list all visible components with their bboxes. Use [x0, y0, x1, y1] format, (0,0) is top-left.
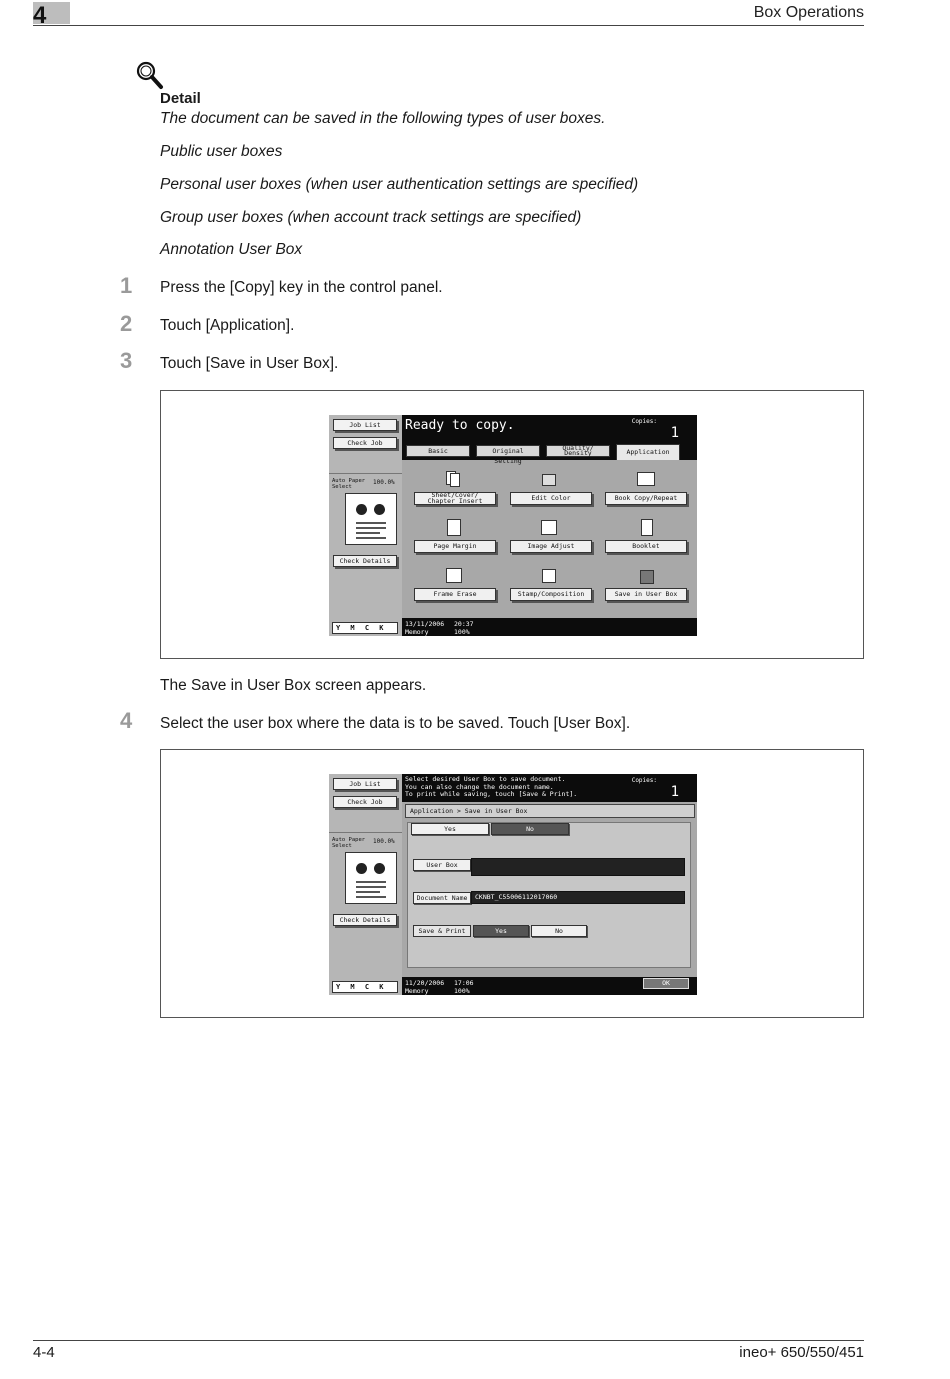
job-list-button[interactable]: Job List [333, 778, 397, 790]
ok-button[interactable]: OK [643, 978, 689, 989]
step-number: 4 [120, 708, 133, 733]
check-job-button[interactable]: Check Job [333, 437, 397, 449]
detail-line: Annotation User Box [160, 241, 303, 258]
status-bar [402, 774, 697, 802]
header-rule [33, 25, 864, 26]
user-box-field[interactable] [471, 858, 685, 876]
yes-button[interactable]: Yes [411, 823, 489, 835]
copies-label: Copies: [631, 777, 657, 784]
step-text: Press the [Copy] key in the control panel. [160, 279, 443, 296]
detail-label: Detail [160, 90, 201, 107]
status-message: Ready to copy. [405, 418, 515, 433]
frame-erase-button[interactable]: Frame Erase [414, 588, 496, 601]
step-number: 2 [120, 311, 133, 336]
tab-basic[interactable]: Basic [406, 445, 470, 457]
save-print-yes-button[interactable]: Yes [473, 925, 529, 937]
paper-select-label: Auto Paper Select [332, 478, 366, 490]
preview-thumbnail [345, 852, 397, 904]
copier-screen-application [329, 415, 697, 636]
step-number: 1 [120, 273, 133, 298]
stamp-composition-button[interactable]: Stamp/Composition [510, 588, 592, 601]
zoom-value: 100.0% [373, 838, 395, 845]
page-margin-button[interactable]: Page Margin [414, 540, 496, 553]
figure-frame [160, 749, 864, 1018]
save-in-user-box-button[interactable]: Save in User Box [605, 588, 687, 601]
copies-value: 1 [670, 784, 679, 800]
chapter-number: 4 [33, 2, 47, 29]
detail-line: Personal user boxes (when user authentication settings are specified) [160, 176, 639, 193]
step-text: Select the user box where the data is to be saved. Touch [User Box]. [160, 715, 631, 732]
memory-value: 100% [454, 628, 470, 636]
memory-label: Memory [405, 987, 429, 995]
tab-original-setting[interactable]: Original Setting [476, 445, 540, 457]
check-details-button[interactable]: Check Details [333, 914, 397, 926]
copies-value: 1 [670, 425, 679, 441]
image-adjust-icon [539, 519, 559, 537]
stamp-composition-icon [539, 567, 559, 585]
divider [329, 473, 402, 474]
sheet-cover-chapter-insert-button[interactable]: Sheet/Cover/ Chapter Insert [414, 492, 496, 505]
save-print-no-button[interactable]: No [531, 925, 587, 937]
step-text: Touch [Save in User Box]. [160, 355, 339, 372]
time: 20:37 [454, 620, 474, 628]
page-number: 4-4 [33, 1344, 55, 1361]
zoom-value: 100.0% [373, 479, 395, 486]
instruction-message: Select desired User Box to save document. You can also change the document name. To print while saving, touch [Save & Print]. [405, 775, 578, 798]
date: 13/11/2006 [405, 620, 445, 628]
copier-screen-save-in-user-box [329, 774, 697, 995]
sheet-insert-icon [444, 471, 464, 489]
save-and-print-label: Save & Print [413, 925, 471, 937]
memory-value: 100% [454, 987, 470, 995]
figure-frame [160, 390, 864, 659]
check-details-button[interactable]: Check Details [333, 555, 397, 567]
user-box-button[interactable]: User Box [413, 859, 471, 871]
time: 17:06 [454, 979, 474, 987]
tab-quality-density[interactable]: Quality/ Density [546, 445, 610, 457]
detail-line: Public user boxes [160, 143, 283, 160]
footer-rule [33, 1340, 864, 1341]
check-job-button[interactable]: Check Job [333, 796, 397, 808]
step-text: Touch [Application]. [160, 317, 295, 334]
step-number: 3 [120, 348, 133, 373]
result-text: The Save in User Box screen appears. [160, 677, 427, 694]
tab-bar [402, 443, 697, 465]
page-margin-icon [444, 519, 464, 537]
no-button[interactable]: No [491, 823, 569, 835]
edit-color-button[interactable]: Edit Color [510, 492, 592, 505]
detail-line: Group user boxes (when account track settings are specified) [160, 209, 582, 226]
document-name-field[interactable]: CKNBT_C55006112017060 [471, 891, 685, 904]
detail-line: The document can be saved in the following types of user boxes. [160, 110, 606, 127]
magnifier-icon [135, 60, 165, 90]
copies-label: Copies: [631, 418, 657, 425]
section-title: Box Operations [753, 4, 864, 21]
user-box-icon [637, 567, 657, 585]
book-copy-icon [637, 471, 657, 489]
status-bar [402, 415, 697, 443]
breadcrumb: Application > Save in User Box [405, 804, 695, 818]
tab-application[interactable]: Application [616, 444, 680, 460]
preview-thumbnail [345, 493, 397, 545]
frame-erase-icon [444, 567, 464, 585]
booklet-button[interactable]: Booklet [605, 540, 687, 553]
paper-select-label: Auto Paper Select [332, 837, 366, 849]
edit-color-icon [539, 471, 559, 489]
divider [329, 832, 402, 833]
toner-indicator: Y M C K [332, 981, 398, 993]
memory-label: Memory [405, 628, 429, 636]
book-copy-repeat-button[interactable]: Book Copy/Repeat [605, 492, 687, 505]
booklet-icon [637, 519, 657, 537]
job-list-button[interactable]: Job List [333, 419, 397, 431]
toner-indicator: Y M C K [332, 622, 398, 634]
date: 11/20/2006 [405, 979, 445, 987]
product-name: ineo+ 650/550/451 [739, 1344, 864, 1361]
document-name-button[interactable]: Document Name [413, 892, 471, 904]
image-adjust-button[interactable]: Image Adjust [510, 540, 592, 553]
bottom-status-bar [402, 618, 697, 636]
